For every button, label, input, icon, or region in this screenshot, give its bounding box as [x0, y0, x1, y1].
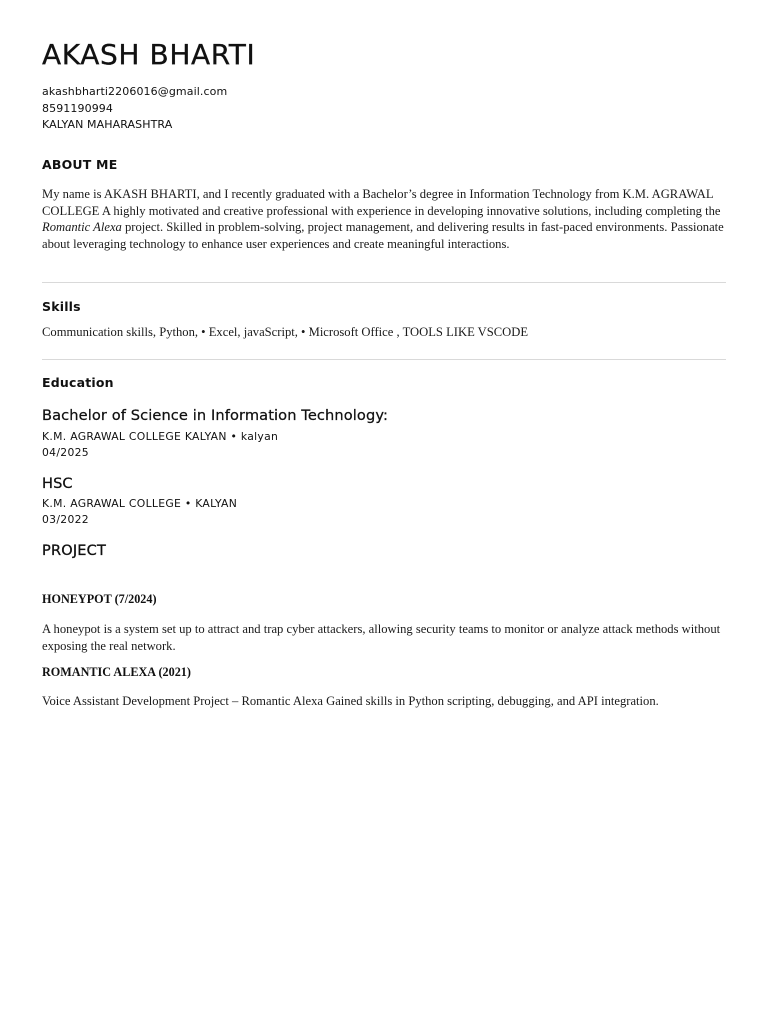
contact-block	[42, 84, 227, 134]
about-section-title: ABOUT ME	[42, 157, 118, 172]
about-project-name: Romantic Alexa	[42, 220, 122, 234]
education-institution: K.M. AGRAWAL COLLEGE KALYAN • kalyan	[42, 430, 279, 443]
about-text	[42, 186, 732, 252]
about-text-part-2: project. Skilled in problem-solving, project management, and delivering results in fast-paced environments. Passionate about leveraging technology to enhance user experiences and create meaningful interactions.	[42, 220, 724, 251]
project-title: ROMANTIC ALEXA (2021)	[42, 665, 191, 679]
project-description: Voice Assistant Development Project – Romantic Alexa Gained skills in Python scripting, debugging, and API integration.	[42, 694, 659, 708]
education-date: 04/2025	[42, 446, 89, 459]
divider	[42, 359, 726, 360]
education-institution: K.M. AGRAWAL COLLEGE • KALYAN	[42, 497, 238, 510]
phone-text: 8591190994	[42, 101, 113, 115]
skills-text: Communication skills, Python, • Excel, javaScript, • Microsoft Office , TOOLS LIKE VSCODE	[42, 325, 529, 339]
education-section-title: Education	[42, 375, 114, 390]
location-text: KALYAN MAHARASHTRA	[42, 118, 173, 131]
education-degree: Bachelor of Science in Information Technology:	[42, 407, 389, 424]
email-text: akashbharti2206016@gmail.com	[42, 85, 228, 98]
candidate-name: AKASH BHARTI	[42, 38, 256, 71]
education-degree: HSC	[42, 475, 73, 492]
project-description: A honeypot is a system set up to attract and trap cyber attackers, allowing security teams to monitor or analyze attack methods without exposing the real network.	[42, 622, 721, 653]
education-date: 03/2022	[42, 513, 89, 526]
divider	[42, 282, 726, 283]
project-title: HONEYPOT (7/2024)	[42, 592, 157, 606]
about-text-part-1: My name is AKASH BHARTI, and I recently graduated with a Bachelor’s degree in Information Technology from K.M. AGRAWAL COLLEGE A highly motivated and creative professional with experience in developing innovative solutions, including completing the	[42, 187, 721, 218]
project-section-title: PROJECT	[42, 543, 107, 559]
skills-section-title: Skills	[42, 299, 81, 314]
